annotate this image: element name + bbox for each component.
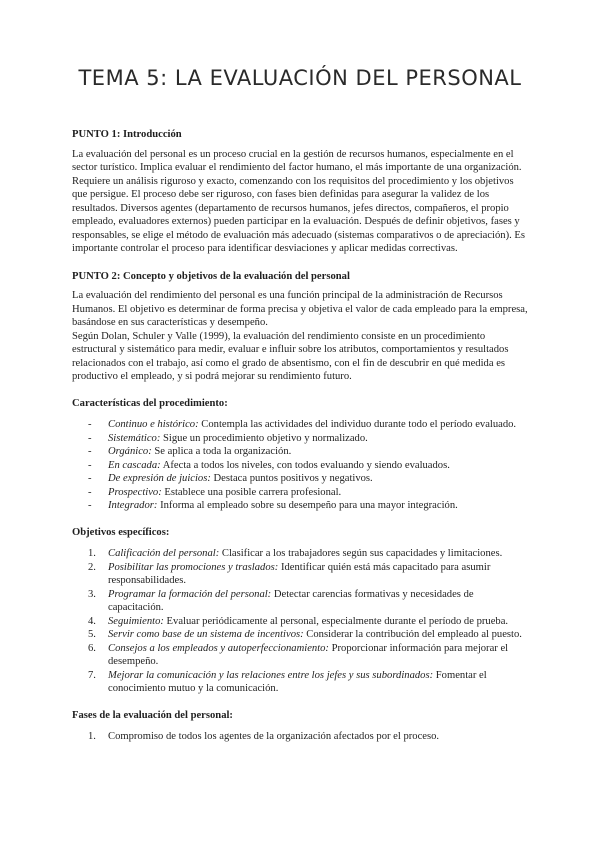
item-term: Programar la formación del personal: [108,588,272,600]
item-desc: Informa al empleado sobre su desempeño para una mayor integración. [157,500,458,511]
item-desc: Considerar la contribución del empleado al puesto. [303,629,522,640]
item-desc: Clasificar a los trabajadores según sus capacidades y limitaciones. [219,548,503,559]
list-item [72,459,528,473]
list-item [72,432,528,446]
document-body [72,128,528,744]
list-item [72,445,528,459]
item-term: Posibilitar las promociones y traslados: [108,561,279,573]
item-term: Prospectivo: [108,486,162,498]
list-item [72,472,528,486]
objetivos-heading: Objetivos específicos: [72,526,170,538]
item-number: 4. [88,615,96,627]
punto-2-text-2: Según Dolan, Schuler y Valle (1999), la evaluación del rendimiento consiste en un procedimiento estructural y sistemático para medir, evaluar e influir sobre los atributos, comportamientos y resultados relacionados con el trabajo, así como el grado de absentismo, con el fin de descubrir en qué medida es productivo el empleado, y si podrá mejorar su rendimiento futuro. [72,330,509,382]
item-number: 1. [88,548,96,559]
item-term: Mejorar la comunicación y las relaciones entre los jefes y sus subordinados: [108,669,434,681]
item-desc: Evaluar periódicamente al personal, especialmente durante el período de prueba. [163,615,509,627]
list-item [72,547,528,561]
item-term: Continuo e histórico: [108,419,199,430]
item-desc: Destaca puntos positivos y negativos. [210,473,373,484]
page-title: TEMA 5: LA EVALUACIÓN DEL PERSONAL [78,66,522,90]
item-term: Calificación del personal: [108,548,220,559]
objetivos-list [72,547,528,696]
punto-2-heading: PUNTO 2: Concepto y objetivos de la evaluación del personal [72,270,350,282]
item-number: 1. [88,731,96,742]
item-desc: Detectar carencias formativas y necesidades de capacitación. [108,588,474,613]
list-item [72,628,528,642]
section-caracteristicas [72,397,528,513]
punto-1-heading: PUNTO 1: Introducción [72,129,182,140]
item-number: 5. [88,629,96,640]
section-punto-2 [72,270,528,384]
list-item [72,486,528,500]
item-term: Consejos a los empleados y autoperfeccionamiento: [108,642,329,654]
list-item [72,588,528,615]
item-term: Integrador: [108,500,158,511]
list-item [72,418,528,432]
fases-list [72,730,528,744]
section-fases [72,709,528,744]
item-number: 6. [88,642,96,654]
item-number: 3. [88,588,96,600]
list-item [72,561,528,588]
item-term: Seguimiento: [108,615,164,627]
item-text: Compromiso de todos los agentes de la organización afectados por el proceso. [108,731,440,742]
list-item [72,669,528,696]
item-desc: Establece una posible carrera profesional. [161,486,342,498]
section-objetivos [72,526,528,696]
item-number: 2. [88,561,96,573]
caracteristicas-list [72,418,528,513]
item-term: Orgánico: [108,446,152,457]
item-term: Servir como base de un sistema de incentivos: [108,629,304,640]
list-item [72,499,528,513]
list-item [72,730,528,744]
item-desc: Contempla las actividades del individuo durante todo el período evaluado. [198,419,517,430]
item-term: Sistemático: [108,432,161,444]
item-desc: Identificar quién está más capacitado para asumir responsabilidades. [108,561,491,586]
item-desc: Se aplica a toda la organización. [151,446,292,457]
punto-1-text: La evaluación del personal es un proceso crucial en la gestión de recursos humanos, especialmente en el sector turístico. Implica evaluar el rendimiento del factor humano, el más importante de una organización. Requiere un análisis riguroso y exacto, comenzando con los requisitos del procedimiento y los objetivos que persigue. El proceso debe ser riguroso, con fases bien definidas para asegurar la validez de los resultados. Diversos agentes (departamento de recursos humanos, jefes directos, compañeros, el propio empleado, evaluadores externos) pueden participar en la evaluación. Después de definir objetivos, fases y responsables, se elige el método de evaluación más adecuado (sistemas comparativos o de apreciación). Es importante controlar el proceso para identificar desviaciones y aplicar medidas correctivas. [72,148,526,254]
item-desc: Proporcionar información para mejorar el desempeño. [108,642,509,667]
item-desc: Afecta a todos los niveles, con todos evaluando y siendo evaluados. [160,459,450,471]
item-desc: Fomentar el conocimiento mutuo y la comunicación. [108,669,487,694]
punto-2-text-1: La evaluación del rendimiento del personal es una función principal de la administración de Recursos Humanos. El objetivo es determinar de forma precisa y objetiva el valor de cada empleado para la empresa, basándose en sus características y desempeño. [72,290,528,328]
caracteristicas-heading: Características del procedimiento: [72,397,228,409]
item-number: 7. [88,669,96,681]
fases-heading: Fases de la evaluación del personal: [72,709,233,721]
list-item [72,642,528,669]
item-desc: Sigue un procedimiento objetivo y normalizado. [160,432,368,444]
list-item [72,615,528,629]
item-term: En cascada: [108,459,161,471]
section-punto-1 [72,128,528,256]
item-term: De expresión de juicios: [108,473,211,484]
